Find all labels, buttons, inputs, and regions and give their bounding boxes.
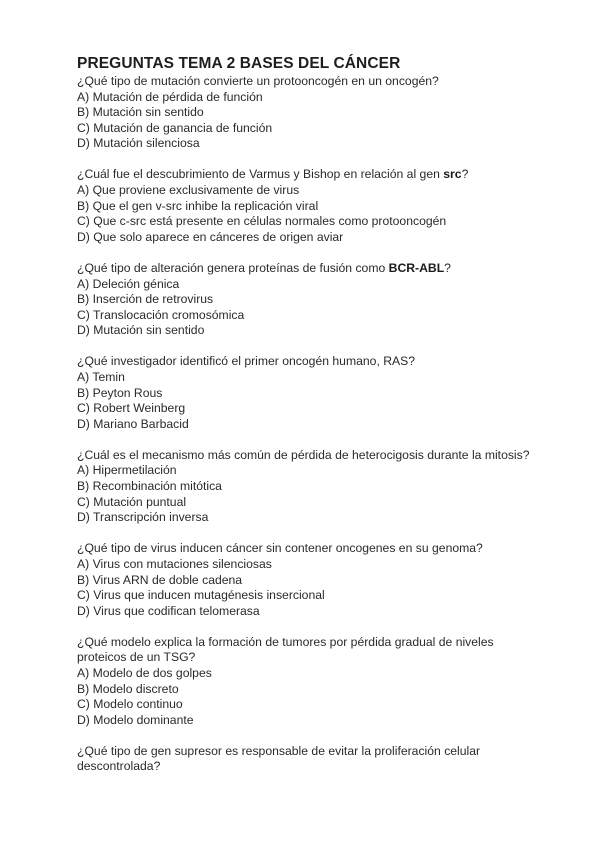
question-text: [77, 744, 539, 775]
question-text-main: ¿Qué tipo de virus inducen cáncer sin contener oncogenes en su genoma?: [77, 541, 483, 556]
question-text-main: ¿Qué tipo de alteración genera proteínas de fusión como: [77, 260, 389, 275]
answer-option: A) Modelo de dos golpes: [77, 666, 212, 680]
question-text: [77, 74, 539, 90]
answer-option: B) Modelo discreto: [77, 681, 179, 696]
answer-option: D) Virus que codifican telomerasa: [77, 603, 260, 618]
question-text-end: ?: [461, 167, 469, 182]
question-text-main: ¿Qué modelo explica la formación de tumores por pérdida gradual de niveles proteicos de un TSG?: [77, 634, 494, 665]
question-text-main: ¿Qué tipo de mutación convierte un protooncogén en un oncogén?: [77, 74, 439, 88]
question-block: [77, 635, 539, 729]
answer-option: A) Que proviene exclusivamente de virus: [77, 183, 300, 198]
question-block: [77, 74, 539, 152]
question-text: [77, 354, 539, 370]
answer-option: A) Virus con mutaciones silenciosas: [77, 556, 272, 571]
question-text: [77, 448, 539, 464]
question-block: [77, 167, 539, 245]
question-text: [77, 635, 539, 666]
answer-option: B) Peyton Rous: [77, 385, 163, 400]
answer-option: A) Temin: [77, 370, 125, 384]
page-title: PREGUNTAS TEMA 2 BASES DEL CÁNCER: [77, 55, 401, 72]
question-text: [77, 541, 539, 557]
question-block: [77, 354, 539, 432]
answer-option: A) Mutación de pérdida de función: [77, 89, 263, 104]
answer-option: D) Mutación sin sentido: [77, 323, 205, 338]
answer-option: D) Modelo dominante: [77, 712, 194, 727]
answer-option: C) Mutación de ganancia de función: [77, 120, 273, 135]
answer-option: B) Mutación sin sentido: [77, 105, 204, 120]
question-block: [77, 261, 539, 339]
answer-option: C) Translocación cromosómica: [77, 307, 245, 322]
answer-option: A) Hipermetilación: [77, 463, 177, 478]
question-bold-term: src: [443, 167, 462, 182]
question-text-main: ¿Qué tipo de gen supresor es responsable de evitar la proliferación celular descontrolada?: [77, 743, 481, 774]
answer-option: B) Que el gen v-src inhibe la replicación viral: [77, 198, 319, 213]
question-text-end: ?: [444, 260, 451, 275]
question-text: [77, 261, 539, 277]
answer-option: D) Mutación silenciosa: [77, 136, 200, 151]
question-text-main: ¿Qué investigador identificó el primer oncogén humano, RAS?: [77, 354, 416, 369]
question-block: [77, 744, 539, 775]
question-block: [77, 448, 539, 526]
answer-option: B) Recombinación mitótica: [77, 479, 222, 494]
question-bold-term: BCR-ABL: [388, 260, 445, 275]
answer-option: D) Que solo aparece en cánceres de origen aviar: [77, 229, 344, 244]
answer-option: C) Modelo continuo: [77, 697, 183, 712]
question-list: [77, 74, 539, 775]
answer-option: B) Inserción de retrovirus: [77, 292, 214, 307]
question-block: [77, 541, 539, 619]
answer-option: A) Deleción génica: [77, 276, 180, 291]
question-text-main: ¿Cuál fue el descubrimiento de Varmus y Bishop en relación al gen: [77, 167, 444, 182]
answer-option: C) Virus que inducen mutagénesis insercional: [77, 588, 325, 603]
answer-option: C) Mutación puntual: [77, 494, 187, 509]
answer-option: D) Transcripción inversa: [77, 510, 209, 525]
question-text-main: ¿Cuál es el mecanismo más común de pérdida de heterocigosis durante la mitosis?: [77, 447, 530, 462]
answer-option: D) Mariano Barbacid: [77, 416, 189, 431]
answer-option: B) Virus ARN de doble cadena: [77, 572, 243, 587]
question-text: [77, 167, 539, 183]
answer-option: C) Robert Weinberg: [77, 401, 186, 416]
answer-option: C) Que c-src está presente en células normales como protooncogén: [77, 214, 447, 229]
